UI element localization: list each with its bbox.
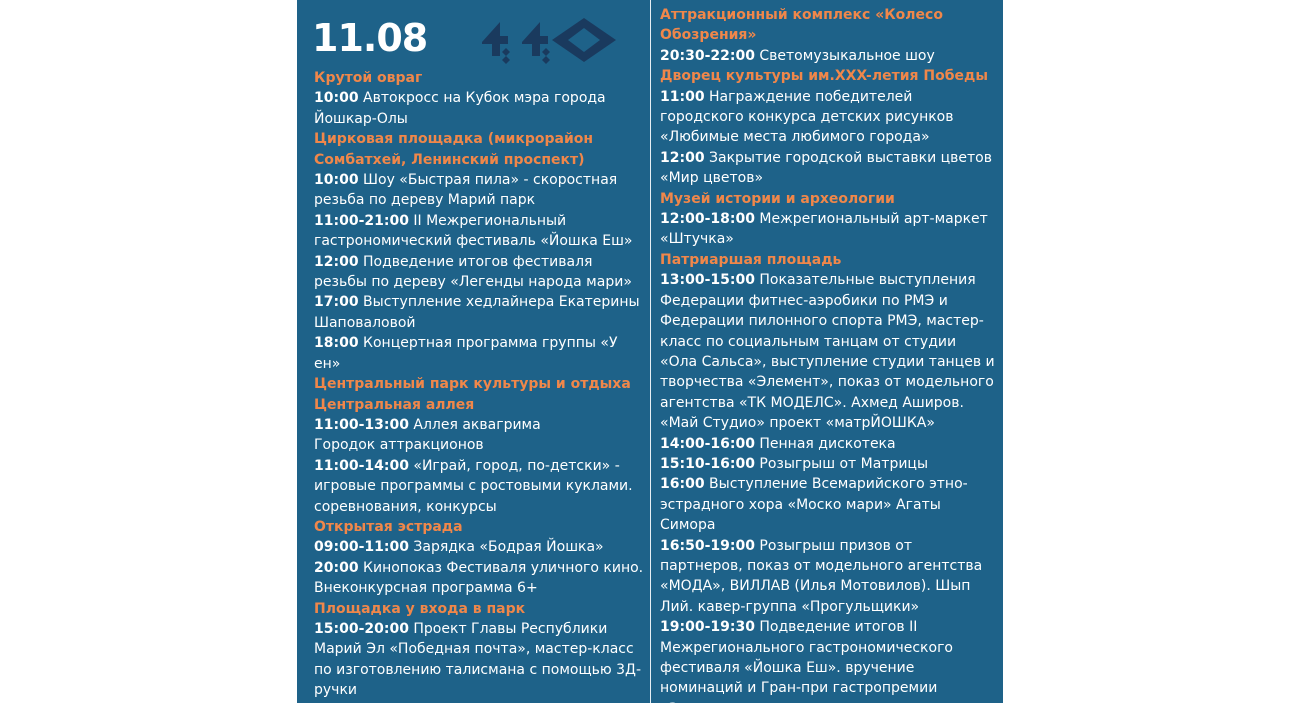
event-description: «Играй, город, по-детски» - игровые программы с ростовыми куклами. соревнования, конкурсы — [314, 457, 633, 515]
event-time: 10:00 — [314, 90, 359, 107]
event-time: 12:00-18:00 — [660, 211, 755, 228]
event-description: Концертная программа группы «У ен» — [314, 335, 618, 372]
event-time: 11:00-14:00 — [314, 457, 409, 474]
venue-heading: Патриаршая площадь — [660, 251, 842, 268]
right-column — [660, 5, 997, 719]
schedule-item — [660, 454, 997, 474]
event-time: 15:00-20:00 — [314, 620, 409, 637]
schedule-item — [660, 617, 997, 719]
event-description: Выступление Всемарийского этно-эстрадного хора «Моско мари» Агаты Симора — [660, 476, 968, 534]
venue-heading: Крутой овраг — [314, 70, 423, 86]
event-description: Выступление хедлайнера Екатерины Шаповаловой — [314, 294, 640, 331]
schedule-item — [314, 211, 644, 252]
schedule-item — [660, 434, 997, 454]
event-description: Кинопоказ Фестиваля уличного кино. Внеконкурсная программа 6+ — [314, 559, 644, 597]
event-time: 11:00-13:00 — [314, 416, 409, 433]
event-time: 16:00 — [660, 476, 705, 493]
event-description: Шоу «Быстрая пила» - скоростная резьба по дереву Марий парк — [314, 172, 618, 209]
schedule-item — [314, 456, 644, 517]
event-time: 14:00-16:00 — [660, 435, 755, 452]
event-description: Проект Главы Республики Марий Эл «Победная почта», мастер-класс по изготовлению талисмана с помощью 3Д-ручки — [314, 620, 642, 699]
venue-heading: Аттракционный комплекс «Колесо Обозрения» — [660, 7, 943, 44]
event-time: 20:00 — [314, 559, 359, 576]
event-time: 16:50-19:00 — [660, 537, 755, 554]
event-description: Награждение победителей городского конкурса детских рисунков «Любимые места любимого города» — [660, 88, 954, 146]
schedule-item — [660, 148, 997, 189]
schedule-item — [314, 619, 644, 701]
venue-heading: Музей истории и археологии — [660, 190, 895, 207]
venue-heading: Цирковая площадка (микрорайон Сомбатхей, Ленинский проспект) — [314, 131, 594, 168]
schedule-item — [660, 536, 997, 618]
schedule-item — [314, 333, 644, 374]
event-description: Городок аттракционов — [314, 437, 484, 454]
poster-date: 11.08 — [312, 16, 428, 60]
schedule-poster — [297, 0, 1003, 717]
schedule-item — [660, 209, 997, 250]
event-description: Аллея аквагрима — [413, 416, 541, 433]
event-time: 15:10-16:00 — [660, 455, 755, 472]
event-description: Пенная дискотека — [759, 435, 896, 452]
venue-heading: Дворец культуры им.XXX-летия Победы — [660, 68, 988, 85]
schedule-item — [314, 252, 644, 293]
event-description: Подведение итогов фестиваля резьбы по дереву «Легенды народа мари» — [314, 253, 632, 291]
event-description: Зарядка «Бодрая Йошка» — [413, 539, 604, 556]
event-description: Подведение итогов II Межрегионального гастрономического фестиваля «Йошка Еш». вручение номинаций и Гран-при гастропремии «Золотая тарелка» — [660, 619, 953, 717]
event-time: 10:00 — [314, 172, 359, 189]
schedule-item — [314, 88, 644, 129]
event-time: 19:00-19:30 — [660, 619, 755, 636]
schedule-item — [314, 415, 644, 435]
venue-heading: Центральный парк культуры и отдыха — [314, 376, 631, 393]
event-description: Автокросс на Кубок мэра города Йошкар-Олы — [314, 90, 606, 127]
venue-heading: Открытая эстрада — [314, 518, 463, 535]
event-time: 18:00 — [314, 335, 359, 352]
event-time: 11:00-21:00 — [314, 212, 409, 229]
anniversary-440-logo — [480, 14, 620, 64]
event-description: Межрегиональный арт-маркет «Штучка» — [660, 211, 988, 248]
schedule-item — [660, 46, 997, 66]
event-time: 13:00-15:00 — [660, 272, 755, 289]
event-time: 12:00 — [660, 149, 705, 166]
schedule-item — [314, 435, 644, 455]
schedule-item — [314, 170, 644, 211]
event-description: Светомузыкальное шоу — [759, 47, 935, 64]
schedule-item — [314, 558, 644, 599]
schedule-item — [314, 537, 644, 557]
schedule-item — [660, 87, 997, 148]
venue-heading: Площадка у входа в парк — [314, 600, 526, 617]
event-description: Розыгрыш от Матрицы — [759, 455, 929, 472]
left-column — [314, 68, 644, 701]
event-description: Показательные выступления Федерации фитнес-аэробики по РМЭ и Федерации пилонного спорта РМЭ, мастер-класс по социальным танцам от студии «Ола Сальса», выступление студии танцев и творчества «Элемент», показ от модельного агентства «ТК МОДЕЛС». Ахмед Аширов. «Май Студио» проект «матрЙОШКА» — [660, 272, 995, 432]
event-description: Закрытие городской выставки цветов «Мир цветов» — [660, 149, 992, 187]
event-time: 12:00 — [314, 253, 359, 270]
event-time: 20:30-22:00 — [660, 47, 755, 64]
schedule-item — [660, 474, 997, 535]
event-time: 17:00 — [314, 294, 359, 311]
schedule-item — [660, 270, 997, 433]
schedule-item — [314, 292, 644, 333]
event-time: 09:00-11:00 — [314, 539, 409, 556]
event-description: Розыгрыш призов от партнеров, показ от модельного агентства «МОДА», ВИЛЛАВ (Илья Мотовилов). Шып Лий. кавер-группа «Прогульщики» — [660, 537, 983, 615]
venue-heading: Центральная аллея — [314, 396, 475, 413]
event-time: 11:00 — [660, 88, 705, 105]
event-description: II Межрегиональный гастрономический фестиваль «Йошка Еш» — [314, 212, 633, 250]
column-divider — [650, 0, 651, 703]
